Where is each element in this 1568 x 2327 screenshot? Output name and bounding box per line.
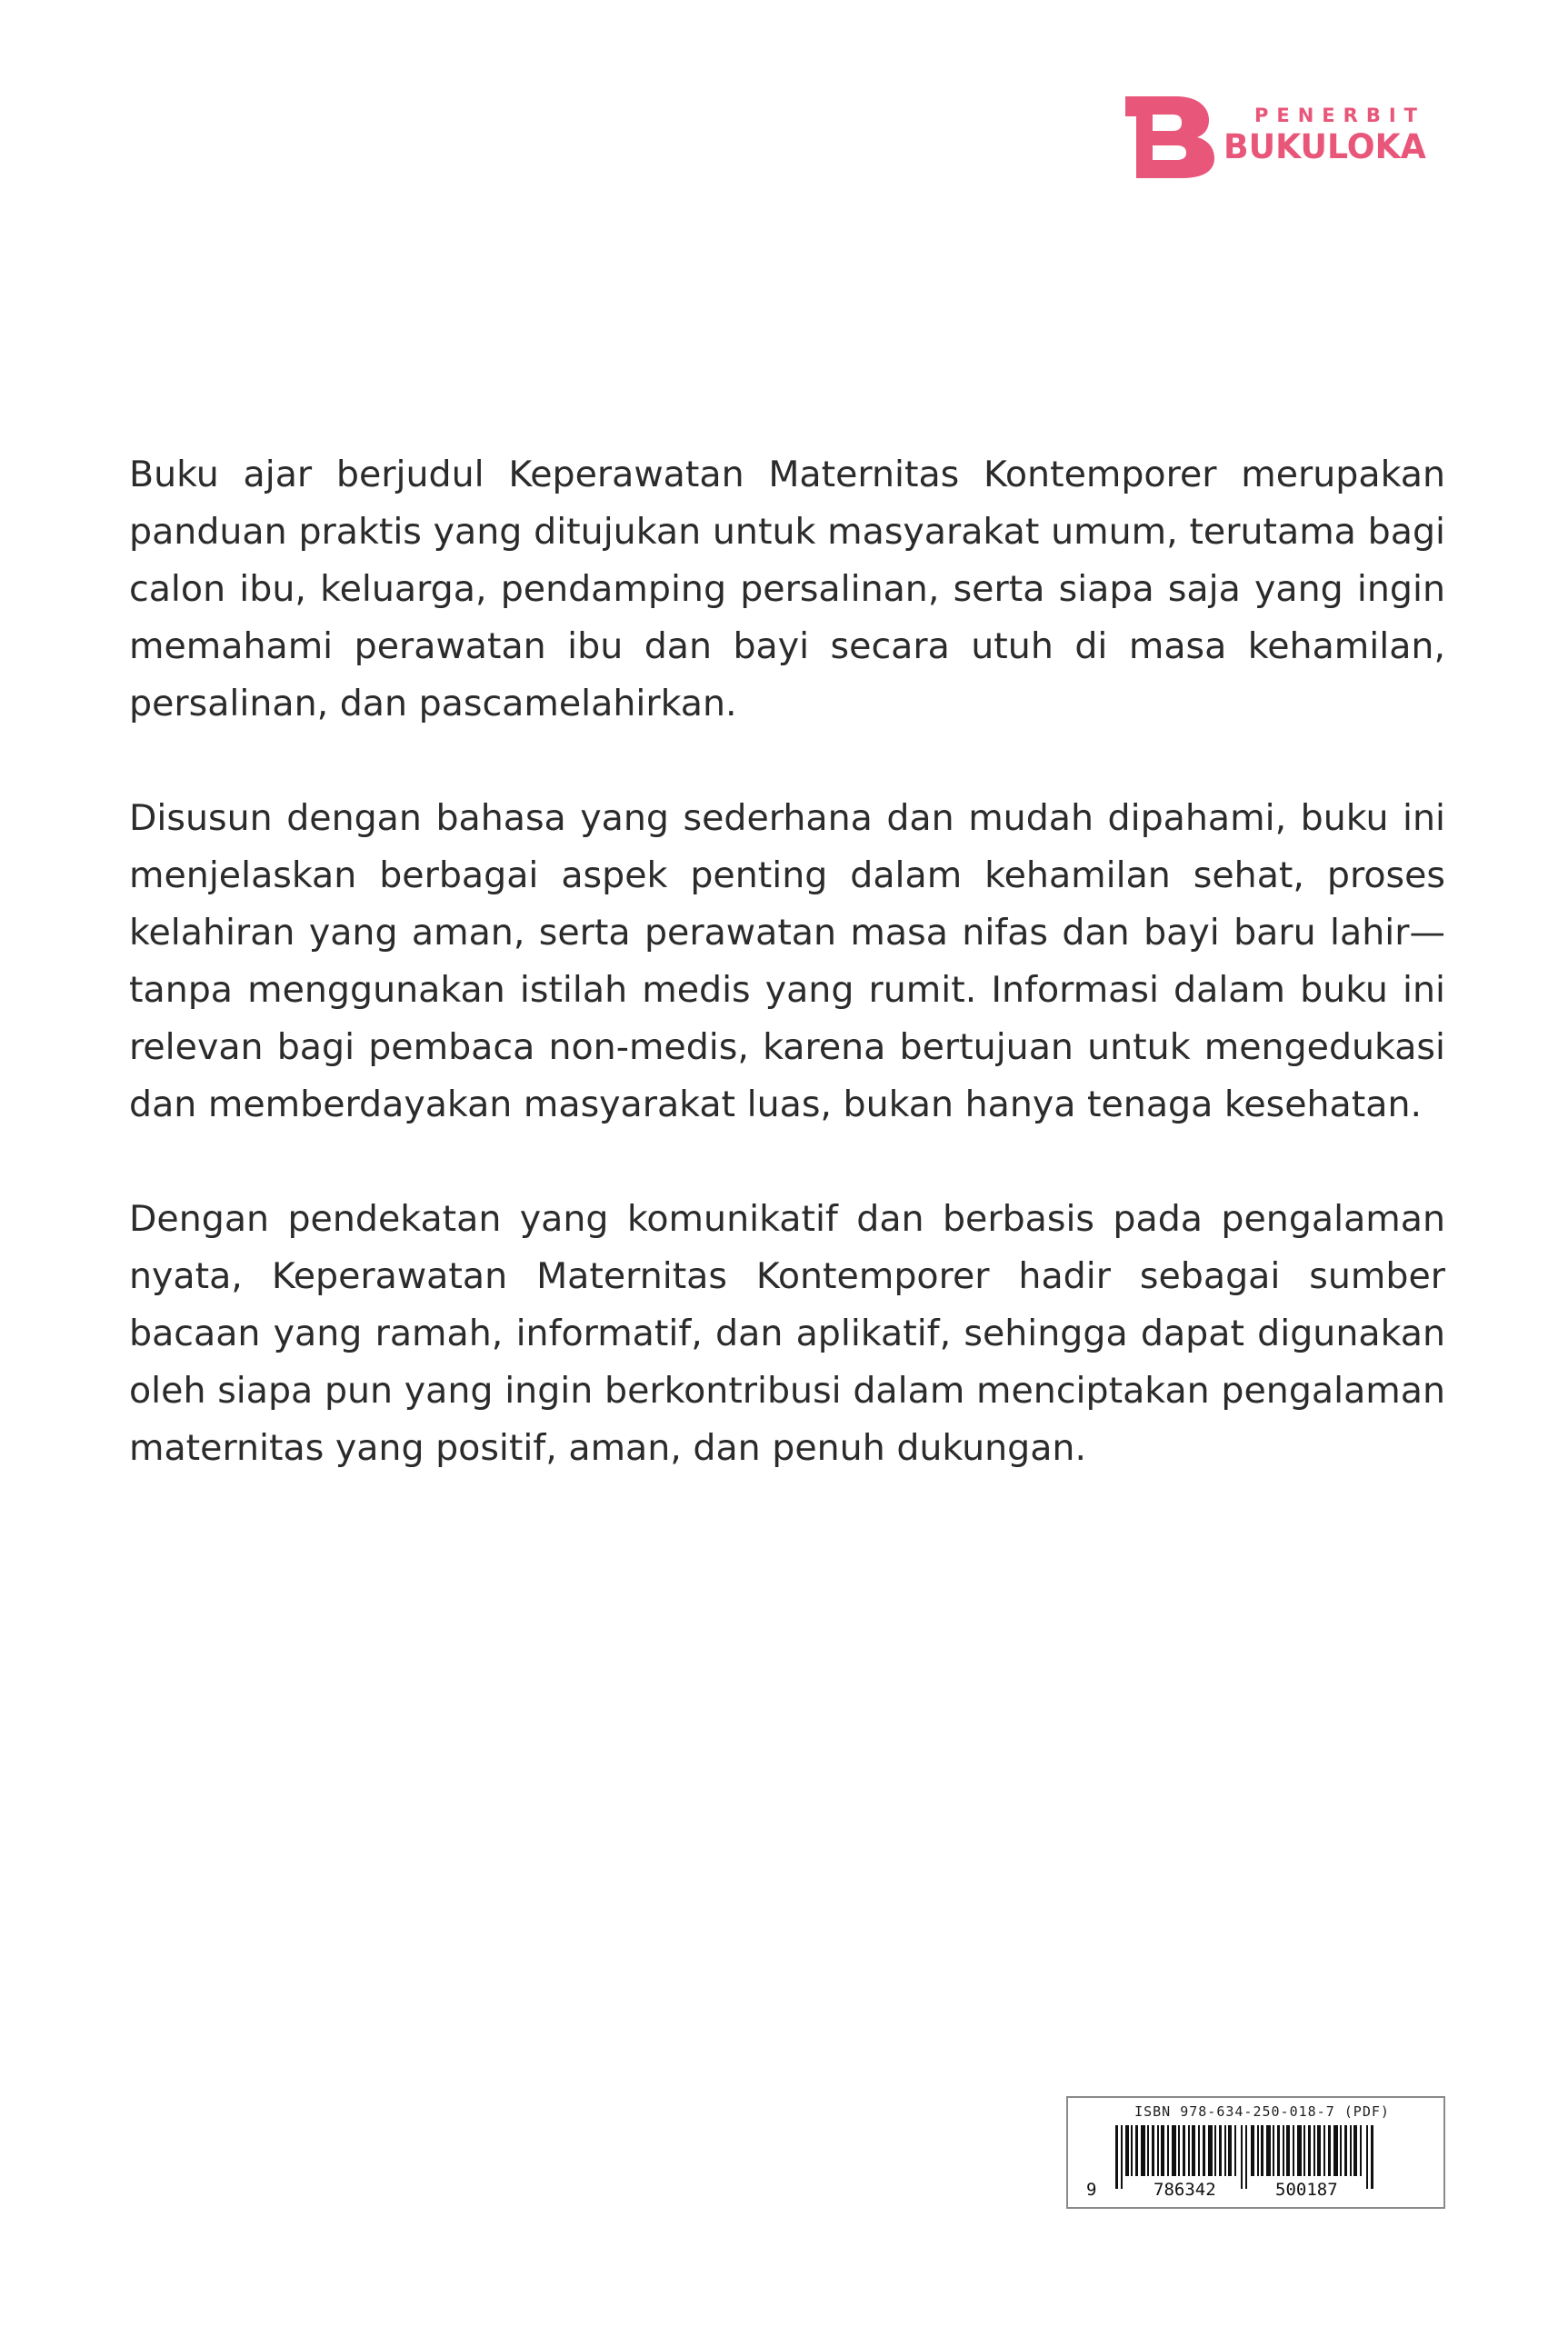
isbn-left-group: 786342 — [1148, 2180, 1222, 2200]
publisher-b-logo-icon — [1120, 96, 1220, 178]
book-description — [129, 446, 1445, 1534]
publisher-logo — [1120, 96, 1447, 178]
isbn-right-group: 500187 — [1270, 2180, 1343, 2200]
isbn-barcode-block — [1066, 2096, 1445, 2209]
description-paragraph-3: Dengan pendekatan yang komunikatif dan berbasis pada pengalaman nyata, Keperawatan Maternitas Kontemporer hadir sebagai sumber bacaan yang ramah, informatif, dan aplikatif, sehingga dapat digunakan oleh siapa pun yang ingin berkontribusi dalam menciptakan pengalaman maternitas yang positif, aman, dan penuh dukungan. — [129, 1198, 1445, 1469]
publisher-wordmark — [1223, 104, 1447, 167]
publisher-name: BUKULOKA — [1223, 127, 1426, 166]
description-paragraph-2: Disusun dengan bahasa yang sederhana dan mudah dipahami, buku ini menjelaskan berbagai aspek penting dalam kehamilan sehat, proses kelahiran yang aman, serta perawatan masa nifas dan bayi baru lahir—tanpa menggunakan istilah medis yang rumit. Informasi dalam buku ini relevan bagi pembaca non-medis, karena bertujuan untuk mengedukasi dan memberdayakan masyarakat luas, bukan hanya tenaga kesehatan. — [129, 797, 1445, 1125]
description-paragraph-1: Buku ajar berjudul Keperawatan Maternitas Kontemporer merupakan panduan praktis yang ditujukan untuk masyarakat umum, terutama bagi calon ibu, keluarga, pendamping persalinan, serta siapa saja yang ingin memahami perawatan ibu dan bayi secara utuh di masa kehamilan, persalinan, dan pascamelahirkan. — [129, 454, 1445, 724]
isbn-first-digit: 9 — [1086, 2180, 1097, 2200]
isbn-label: ISBN 978-634-250-018-7 (PDF) — [1134, 2103, 1390, 2120]
publisher-label: PENERBIT — [1254, 105, 1425, 126]
